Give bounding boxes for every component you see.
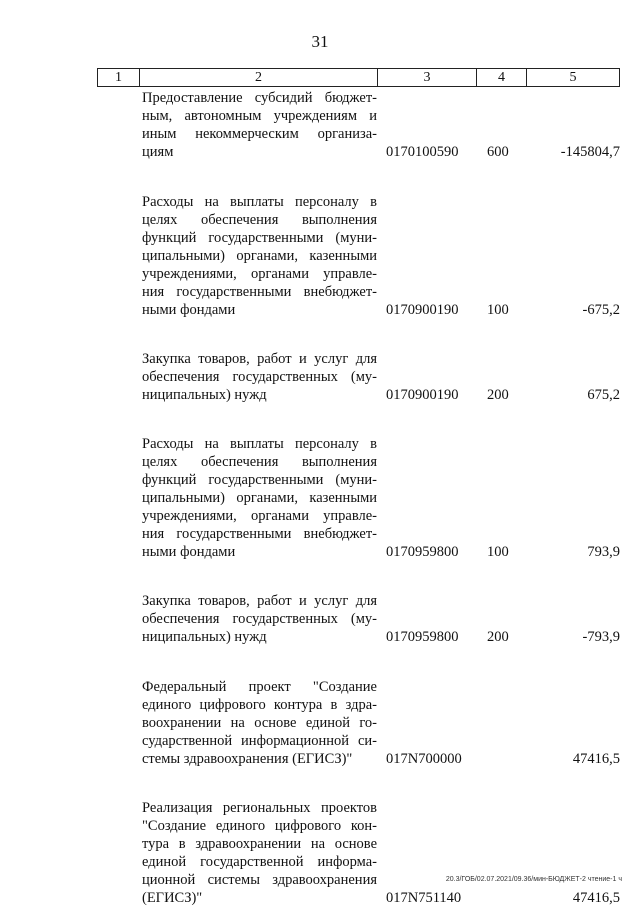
header-col-4: 4 bbox=[477, 69, 527, 86]
row-amount: 47416,5 bbox=[572, 751, 620, 767]
row-description bbox=[142, 678, 377, 768]
row-description bbox=[142, 350, 377, 404]
page-number: 31 bbox=[311, 32, 329, 51]
row-expense-type: 600 bbox=[487, 144, 509, 160]
description-line: единого цифрового контура в здра- bbox=[142, 697, 377, 713]
row-amount: 47416,5 bbox=[572, 890, 620, 906]
row-code: 0170900190 bbox=[386, 387, 459, 403]
row-expense-type: 100 bbox=[487, 544, 509, 560]
row-expense-type: 200 bbox=[487, 629, 509, 645]
description-line: сударственной информационной си- bbox=[142, 733, 377, 749]
description-line: учреждениями, органами управле- bbox=[142, 508, 377, 524]
table-row bbox=[0, 435, 640, 561]
description-line: (ЕГИСЗ)" bbox=[142, 890, 203, 906]
description-line: ципальными) органами, казенными bbox=[142, 490, 377, 506]
description-line: Расходы на выплаты персоналу в bbox=[142, 194, 377, 210]
description-line: ными фондами bbox=[142, 302, 236, 318]
row-code: 0170959800 bbox=[386, 629, 459, 645]
description-line: ниципальных) нужд bbox=[142, 387, 267, 403]
table-row bbox=[0, 193, 640, 319]
description-line: "Создание единого цифрового кон- bbox=[142, 818, 377, 834]
description-line: ным, автономным учреждениям и bbox=[142, 108, 377, 124]
description-line: Закупка товаров, работ и услуг для bbox=[142, 593, 377, 609]
description-line: ниципальных) нужд bbox=[142, 629, 267, 645]
table-row bbox=[0, 678, 640, 768]
table-header bbox=[97, 68, 620, 87]
row-description bbox=[142, 89, 377, 161]
row-amount: 675,2 bbox=[587, 387, 620, 403]
description-line: ния государственными внебюджет- bbox=[142, 284, 377, 300]
table-row bbox=[0, 799, 640, 907]
row-amount: -793,9 bbox=[582, 629, 620, 645]
header-col-3: 3 bbox=[378, 69, 477, 86]
description-line: Закупка товаров, работ и услуг для bbox=[142, 351, 377, 367]
row-description bbox=[142, 193, 377, 319]
description-line: обеспечения государственных (му- bbox=[142, 611, 377, 627]
description-line: воохранении на основе единой го- bbox=[142, 715, 377, 731]
description-line: ными фондами bbox=[142, 544, 236, 560]
description-line: тура в здравоохранении на основе bbox=[142, 836, 377, 852]
header-col-2: 2 bbox=[140, 69, 378, 86]
row-code: 0170959800 bbox=[386, 544, 459, 560]
row-description bbox=[142, 592, 377, 646]
header-col-1: 1 bbox=[98, 69, 140, 86]
row-amount: 793,9 bbox=[587, 544, 620, 560]
description-line: ционной системы здравоохранения bbox=[142, 872, 377, 888]
table-row bbox=[0, 592, 640, 646]
description-line: функций государственными (муни- bbox=[142, 230, 377, 246]
description-line: целях обеспечения выполнения bbox=[142, 454, 377, 470]
description-line: единой государственной информа- bbox=[142, 854, 377, 870]
description-line: Реализация региональных проектов bbox=[142, 800, 377, 816]
description-line: Предоставление субсидий бюджет- bbox=[142, 90, 377, 106]
row-description bbox=[142, 799, 377, 907]
description-line: ния государственными внебюджет- bbox=[142, 526, 377, 542]
row-code: 0170900190 bbox=[386, 302, 459, 318]
description-line: ципальными) органами, казенными bbox=[142, 248, 377, 264]
row-expense-type: 100 bbox=[487, 302, 509, 318]
table-row bbox=[0, 89, 640, 161]
budget-table-body bbox=[0, 89, 640, 907]
row-code: 017N751140 bbox=[386, 890, 462, 906]
description-line: целях обеспечения выполнения bbox=[142, 212, 377, 228]
document-footer-note: 20.3/ГОБ/02.07.2021/09.36/мин-БЮДЖЕТ-2 чтение-1 ч bbox=[445, 876, 622, 883]
description-line: Расходы на выплаты персоналу в bbox=[142, 436, 377, 452]
header-col-5: 5 bbox=[569, 70, 577, 85]
description-line: иным некоммерческим организа- bbox=[142, 126, 377, 142]
description-line: стемы здравоохранения (ЕГИСЗ)" bbox=[142, 751, 353, 767]
row-amount: -675,2 bbox=[582, 302, 620, 318]
description-line: циям bbox=[142, 144, 174, 160]
description-line: учреждениями, органами управле- bbox=[142, 266, 377, 282]
description-line: Федеральный проект "Создание bbox=[142, 679, 377, 695]
row-code: 017N700000 bbox=[386, 751, 462, 767]
row-expense-type: 200 bbox=[487, 387, 509, 403]
description-line: обеспечения государственных (му- bbox=[142, 369, 377, 385]
row-amount: -145804,7 bbox=[560, 144, 620, 160]
table-row bbox=[0, 350, 640, 404]
row-code: 0170100590 bbox=[386, 144, 459, 160]
description-line: функций государственными (муни- bbox=[142, 472, 377, 488]
row-description bbox=[142, 435, 377, 561]
